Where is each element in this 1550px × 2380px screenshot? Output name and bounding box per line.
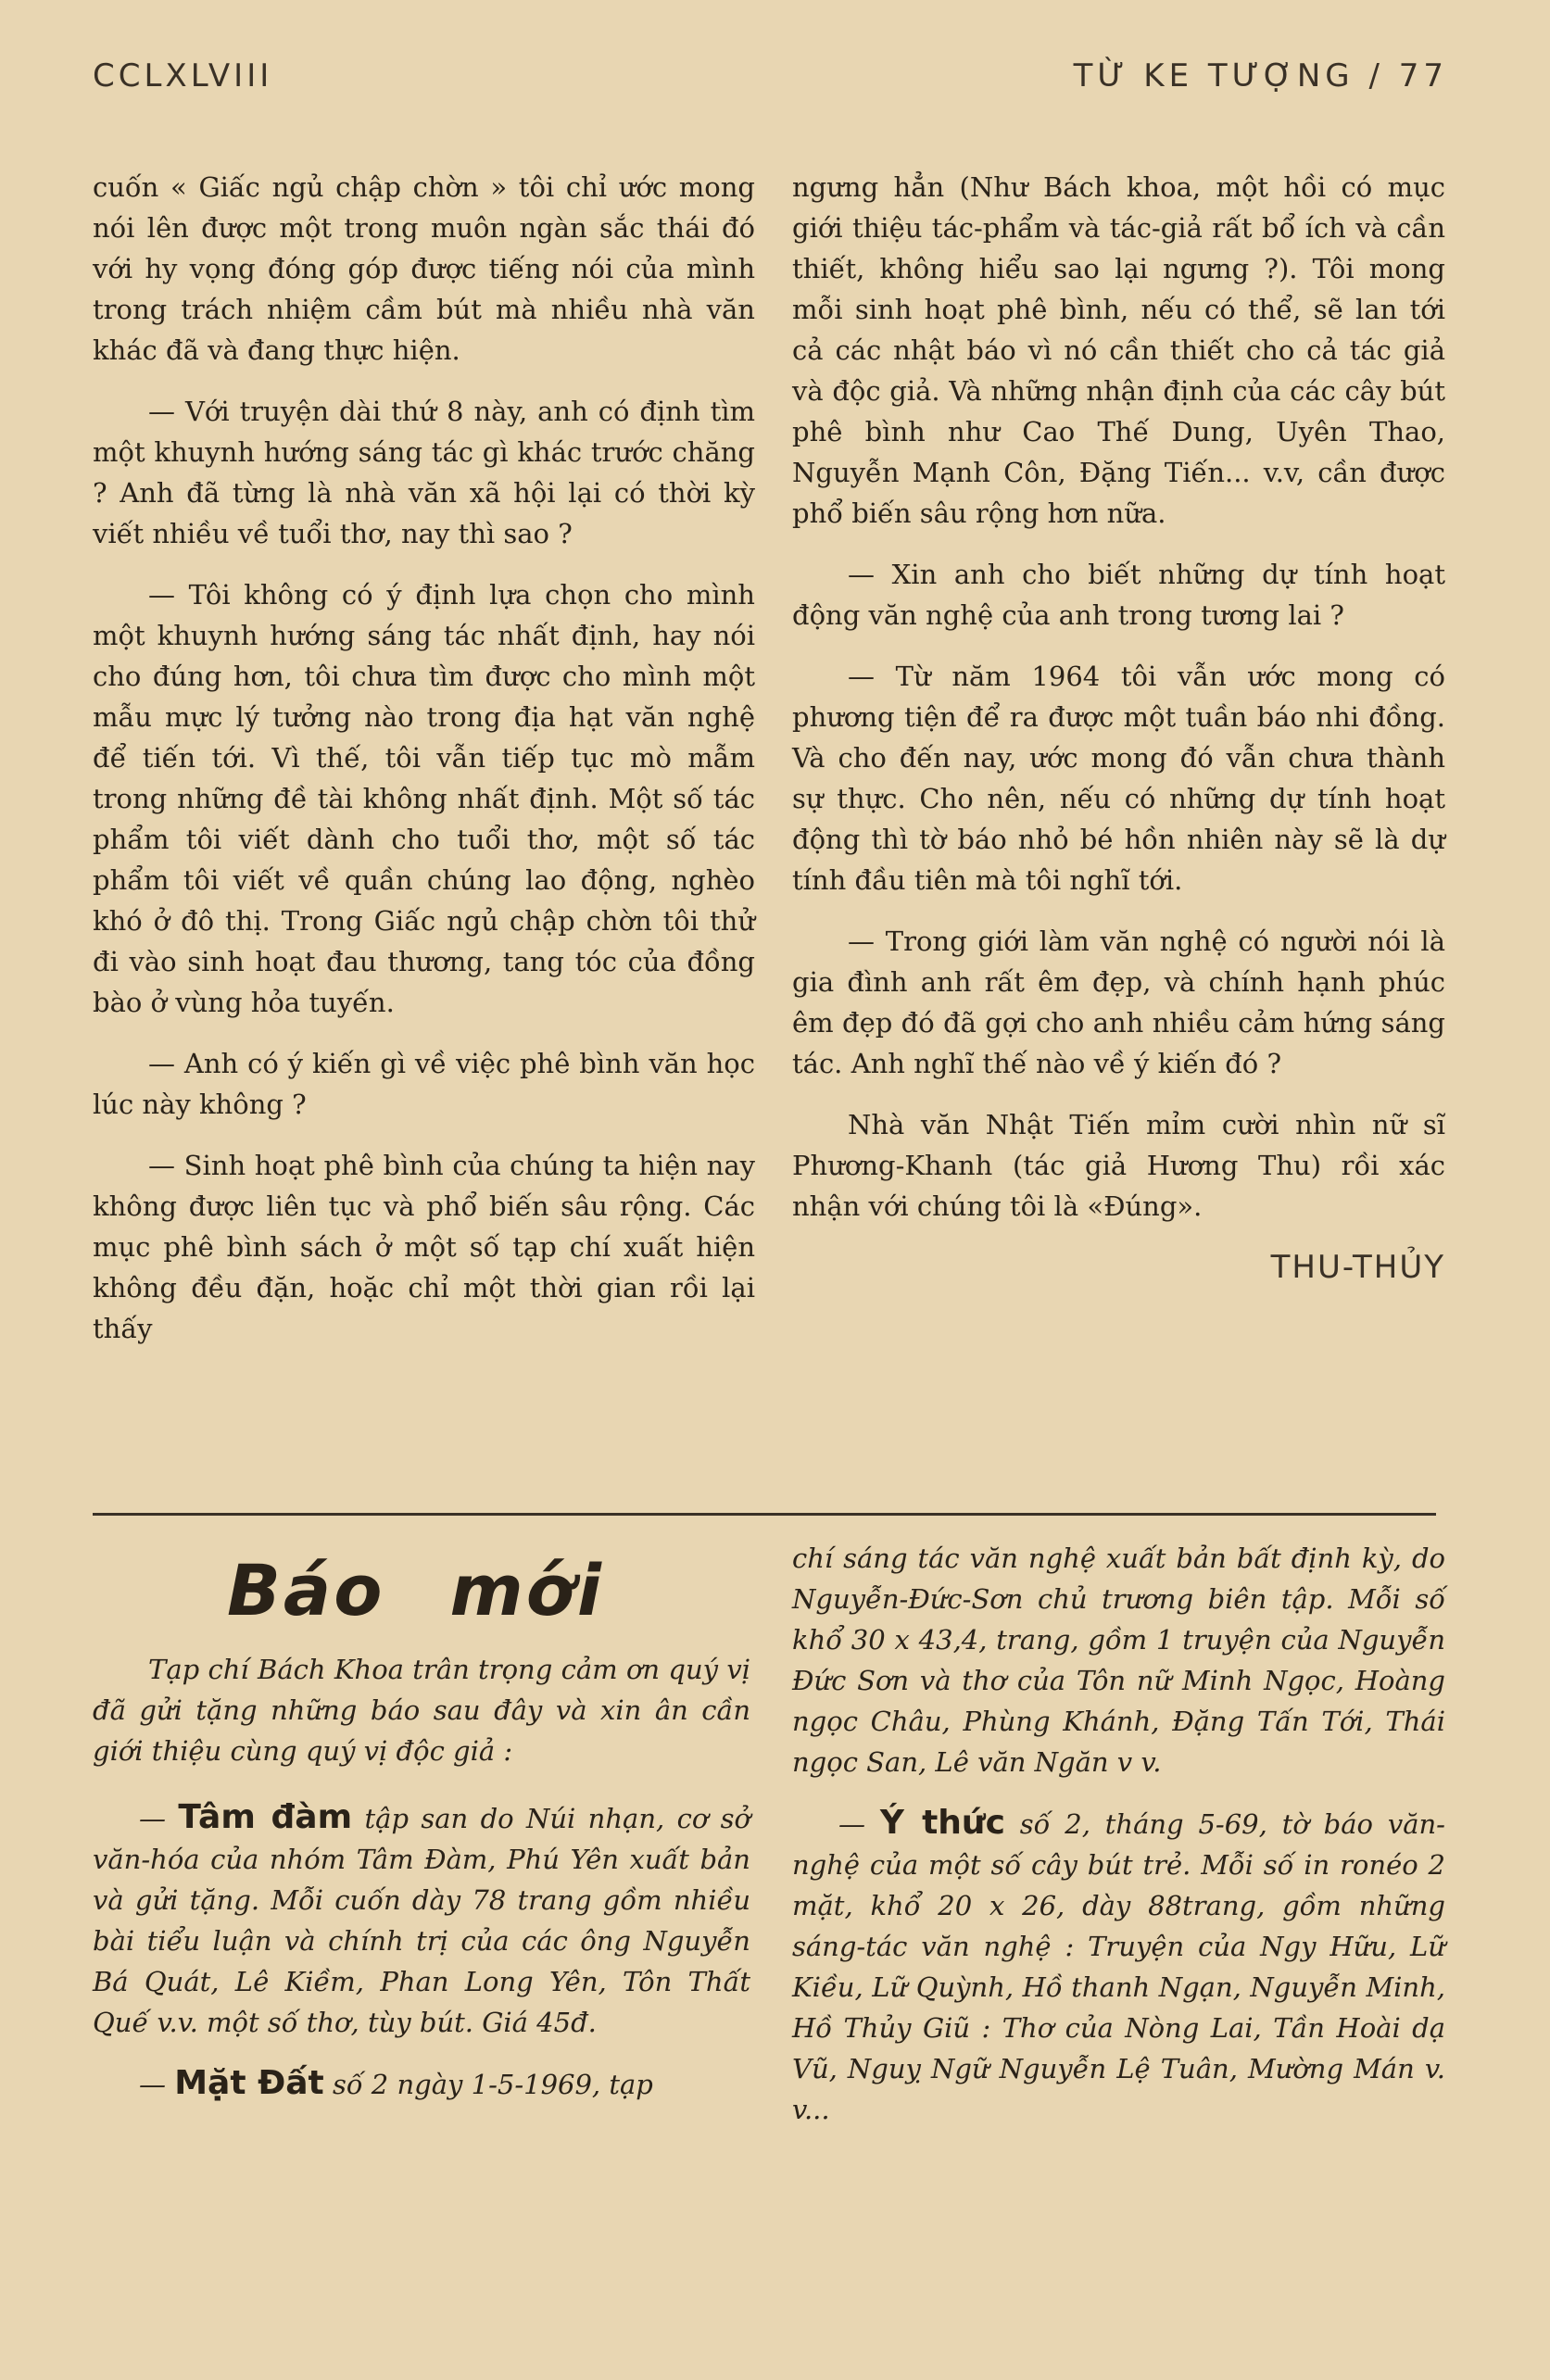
- entry-description: số 2, tháng 5-69, tờ báo văn-nghệ của một số cây bút trẻ. Mỗi số in ronéo 2 mặt, khổ 20 x 26, dày 88trang, gồm những sáng-tác văn nghệ : Truyện của Ngy Hữu, Lữ Kiều, Lữ Quỳnh, Hồ thanh Ngạn, Nguyễn Minh, Hồ Thủy Giũ : Thơ của Nòng Lai, Tần Hoài dạ Vũ, Nguỵ Ngữ Nguyễn Lệ Tuân, Mường Mán v. v...: [792, 1808, 1445, 2125]
- interview-right-column: [792, 167, 1445, 1288]
- new-papers-right-column: [792, 1538, 1445, 2150]
- interview-paragraph: cuốn « Giấc ngủ chập chờn » tôi chỉ ước mong nói lên được một trong muôn ngàn sắc thái đó với hy vọng đóng góp được tiếng nói của mình trong trách nhiệm cầm bút mà nhiều nhà văn khác đã và đang thực hiện.: [93, 171, 755, 366]
- interview-paragraph: — Anh có ý kiến gì về việc phê bình văn học lúc này không ?: [93, 1048, 755, 1120]
- page-running-title: TỪ KE TƯỢNG / 77: [1073, 57, 1448, 94]
- new-papers-intro: Tạp chí Bách Khoa trân trọng cảm ơn quý vị đã gửi tặng những báo sau đây và xin ân cần giới thiệu cùng quý vị độc giả :: [93, 1654, 750, 1767]
- entry-description: tập san do Núi nhạn, cơ sở văn-hóa của nhóm Tâm Đàm, Phú Yên xuất bản và gửi tặng. Mỗi cuốn dày 78 trang gồm nhiều bài tiểu luận và chính trị của các ông Nguyễn Bá Quát, Lê Kiềm, Phan Long Yên, Tôn Thất Quế v.v. một số thơ, tùy bút. Giá 45đ.: [93, 1803, 750, 2038]
- interview-paragraph: — Với truyện dài thứ 8 này, anh có định tìm một khuynh hướng sáng tác gì khác trước chăng ? Anh đã từng là nhà văn xã hội lại có thời kỳ viết nhiều về tuổi thơ, nay thì sao ?: [93, 396, 755, 549]
- publication-name: Mặt Đất: [174, 2064, 324, 2102]
- section-title-word: mới: [449, 1549, 604, 1631]
- publication-name: Tâm đàm: [178, 1798, 353, 1836]
- section-title: [227, 1549, 669, 1631]
- interview-paragraph: — Tôi không có ý định lựa chọn cho mình một khuynh hướng sáng tác nhất định, hay nói cho đúng hơn, tôi chưa tìm được cho mình một mẫu mực lý tưởng nào trong địa hạt văn nghệ để tiến tới. Vì thế, tôi vẫn tiếp tục mò mẫm trong những đề tài không nhất định. Một số tác phẩm tôi viết dành cho tuổi thơ, một số tác phẩm tôi viết về quần chúng lao động, nghèo khó ở đô thị. Trong Giấc ngủ chập chờn tôi thử đi vào sinh hoạt đau thương, tang tóc của đồng bào ở vùng hỏa tuyến.: [93, 579, 755, 1018]
- interview-left-column: [93, 167, 755, 1369]
- new-paper-entry: [792, 1803, 1445, 2130]
- page-roman-number: CCLXLVIII: [93, 57, 273, 94]
- section-divider: [93, 1513, 1436, 1516]
- entry-dash: —: [139, 2069, 175, 2100]
- new-papers-left-column: [93, 1649, 750, 2125]
- section-title-word: Báo: [227, 1549, 385, 1631]
- interview-paragraph: — Xin anh cho biết những dự tính hoạt động văn nghệ của anh trong tương lai ?: [792, 559, 1445, 631]
- interview-paragraph: Nhà văn Nhật Tiến mỉm cười nhìn nữ sĩ Phương-Khanh (tác giả Hương Thu) rồi xác nhận với chúng tôi là «Đúng».: [792, 1109, 1445, 1222]
- interview-paragraph: — Trong giới làm văn nghệ có người nói là gia đình anh rất êm đẹp, và chính hạnh phúc êm đẹp đó đã gợi cho anh nhiều cảm hứng sáng tác. Anh nghĩ thế nào về ý kiến đó ?: [792, 926, 1445, 1079]
- publication-name: Ý thức: [879, 1804, 1005, 1842]
- article-author: THU-THỦY: [1270, 1249, 1445, 1286]
- entry-continuation: chí sáng tác văn nghệ xuất bản bất định kỳ, do Nguyễn-Đức-Sơn chủ trương biên tập. Mỗi số khổ 30 x 43,4, trang, gồm 1 truyện của Nguyễn Đức Sơn và thơ của Tôn nữ Minh Ngọc, Hoàng ngọc Châu, Phùng Khánh, Đặng Tấn Tới, Thái ngọc San, Lê văn Ngăn v v.: [792, 1543, 1445, 1778]
- interview-paragraph: — Sinh hoạt phê bình của chúng ta hiện nay không được liên tục và phổ biến sâu rộng. Các mục phê bình sách ở một số tạp chí xuất hiện không đều đặn, hoặc chỉ một thời gian rồi lại thấy: [93, 1150, 755, 1344]
- entry-dash: —: [139, 1803, 179, 1834]
- interview-paragraph: — Từ năm 1964 tôi vẫn ước mong có phương tiện để ra được một tuần báo nhi đồng. Và cho đến nay, ước mong đó vẫn chưa thành sự thực. Cho nên, nếu có những dự tính hoạt động thì tờ báo nhỏ bé hồn nhiên này sẽ là dự tính đầu tiên mà tôi nghĩ tới.: [792, 661, 1445, 896]
- interview-paragraph: ngưng hẳn (Như Bách khoa, một hồi có mục giới thiệu tác-phẩm và tác-giả rất bổ ích và cần thiết, không hiểu sao lại ngưng ?). Tôi mong mỗi sinh hoạt phê bình, nếu có thể, sẽ lan tới cả các nhật báo vì nó cần thiết cho cả tác giả và độc giả. Và những nhận định của các cây bút phê bình như Cao Thế Dung, Uyên Thao, Nguyễn Mạnh Côn, Đặng Tiến... v.v, cần được phổ biến sâu rộng hơn nữa.: [792, 171, 1445, 529]
- new-paper-entry: [93, 2063, 750, 2105]
- entry-description: số 2 ngày 1-5-1969, tạp: [323, 2069, 653, 2100]
- page-header: [93, 57, 1448, 104]
- entry-dash: —: [838, 1808, 880, 1840]
- new-paper-entry: [93, 1797, 750, 2043]
